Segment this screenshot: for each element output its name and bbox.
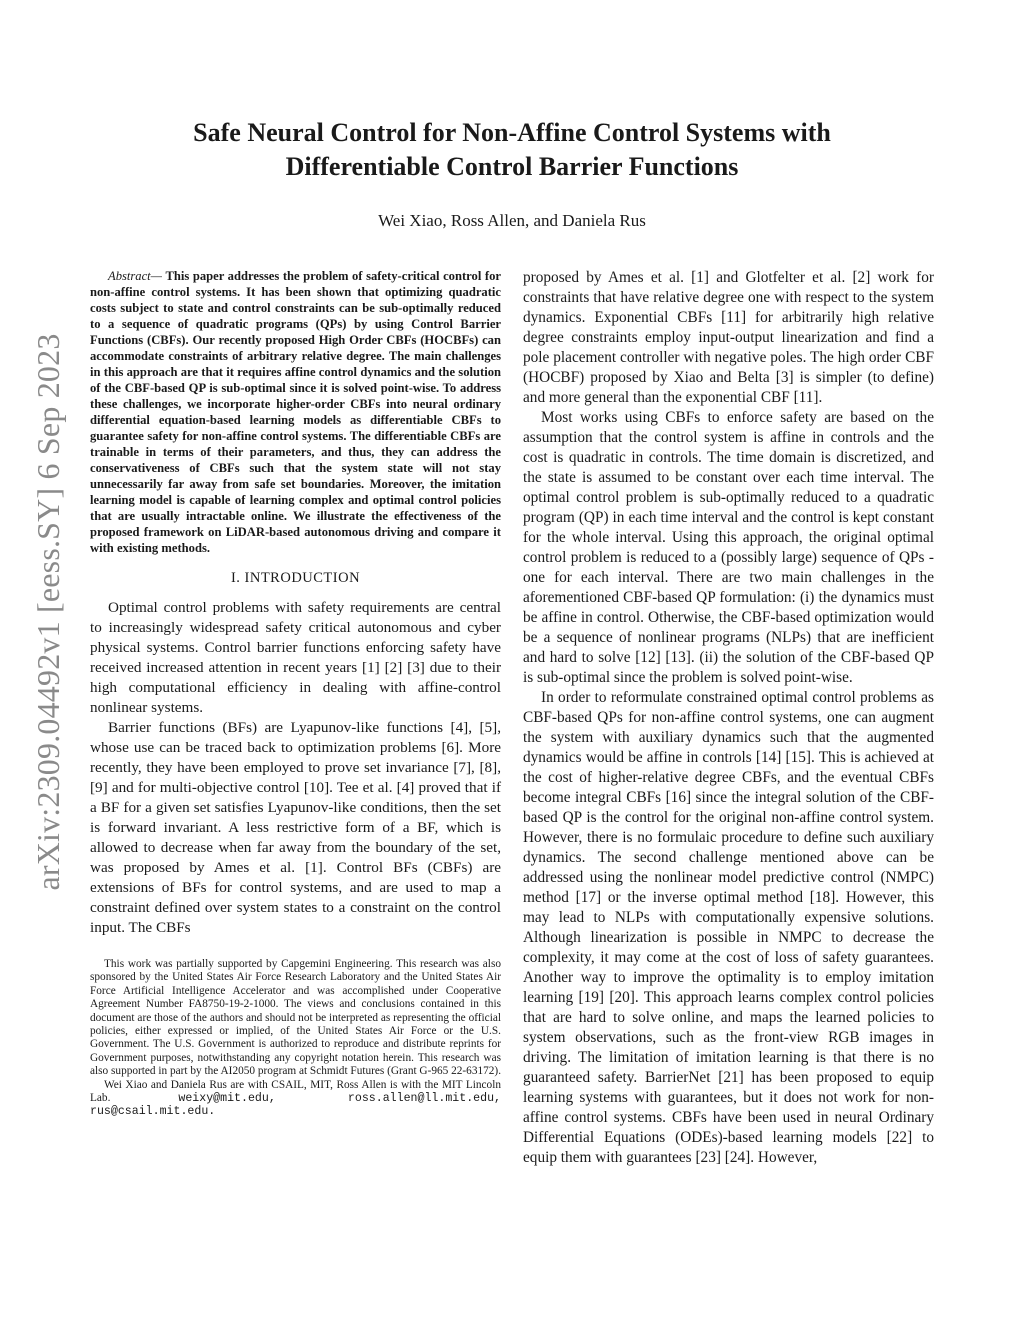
affiliation-text: Wei Xiao and Daniela Rus are with CSAIL, MIT, Ross Allen is with the MIT Lincoln Lab.	[90, 1078, 501, 1105]
left-column	[90, 268, 501, 1119]
abstract-text: This paper addresses the problem of safety-critical control for non-affine control systems. It has been shown that optimizing quadratic costs subject to state and control constraints can be sub-optimally reduced to a sequence of quadratic programs (QPs) by using Control Barrier Functions (CBFs). Our recently proposed High Order CBFs (HOCBFs) can accommodate constraints of arbitrary relative degree. The main challenges in this approach are that it requires affine control dynamics and the solution of the CBF-based QP is sub-optimal since it is solved point-wise. To address these challenges, we incorporate higher-order CBFs into neural ordinary differential equation-based learning models as differentiable CBFs to guarantee safety for non-affine control systems. The differentiable CBFs are trainable in terms of their parameters, and thus, they can address the conservativeness of CBFs such that the system state will not stay unnecessarily far away from safe set boundaries. Moreover, the imitation learning model is capable of learning complex and optimal control policies that are usually intractable online. We illustrate the effectiveness of the proposed framework on LiDAR-based autonomous driving and compare it with existing methods.	[90, 269, 501, 555]
author-emails: weixy@mit.edu, ross.allen@ll.mit.edu, rus@csail.mit.edu.	[90, 1092, 501, 1119]
intro-paragraph-2: Barrier functions (BFs) are Lyapunov-like functions [4], [5], whose use can be traced back to optimization problems [6]. More recently, they have been employed to prove set invariance [7], [8], [9] and for multi-objective control [10]. Tee et al. [4] proved that if a BF for a given set satisfies Lyapunov-like conditions, then the set is forward invariant. A less restrictive form of a BF, which is allowed to decrease when far away from the boundary of the set, was proposed by Ames et al. [1]. Control BFs (CBFs) are extensions of BFs for control systems, and are used to map a constraint defined over system states to a constraint on the control input. The CBFs	[90, 719, 501, 936]
section-heading-introduction: I. INTRODUCTION	[230, 570, 361, 586]
abstract-separator: —	[150, 269, 166, 283]
intro-paragraph-4: Most works using CBFs to enforce safety are based on the assumption that the control system is affine in controls and the cost is quadratic in controls. The time domain is discretized, and the state is assumed to be constant over each time interval. The optimal control problem is sub-optimally reduced to a quadratic program (QP) in each time interval and the control is kept constant for the whole interval. Using this approach, the original optimal control problem is reduced to a (possibly large) sequence of QPs - one for each interval. There are two main challenges in the aforementioned CBF-based QP formulation: (i) the dynamics must be affine in control. Otherwise, the CBF-based optimization would be a sequence of nonlinear programs (NLPs) that are inefficient and hard to solve [12] [13]. (ii) the solution of the CBF-based QP is sub-optimal since the problem is solved point-wise.	[523, 409, 934, 686]
paper-title	[100, 116, 924, 184]
abstract-lead: Abstract	[108, 269, 151, 283]
intro-paragraph-1: Optimal control problems with safety requirements are central to increasingly widespread safety critical autonomous and cyber physical systems. Control barrier functions enforcing safety have received increased attention in recent years [1] [2] [3] due to their high computational efficiency in dealing with affine-control nonlinear systems.	[90, 599, 501, 716]
affiliation-note	[90, 1079, 501, 1119]
abstract	[90, 268, 501, 556]
intro-paragraph-3: proposed by Ames et al. [1] and Glotfelter et al. [2] work for constraints that have relative degree one with respect to the system dynamics. Exponential CBFs [11] for arbitrarily high relative degree constraints employ input-output linearization and find a pole placement controller with negative poles. The high order CBF (HOCBF) proposed by Xiao and Belta [3] is simpler (to define) and more general than the exponential CBF [11].	[523, 269, 934, 406]
right-column	[523, 268, 934, 1168]
intro-paragraph-5: In order to reformulate constrained optimal control problems as CBF-based QPs for non-affine control systems, one can augment the system with auxiliary dynamics such that the augmented dynamics would be affine in controls [14] [15]. This is achieved at the cost of higher-relative degree CBFs, and the eventual CBFs become integral CBFs [16] since the integral solution of the CBF-based QP is the control for the original non-affine control system. However, there is no formulaic procedure to define such auxiliary dynamics. The second challenge mentioned above can be addressed using the nonlinear model predictive control (NMPC) method [17] or the inverse optimal method [18]. However, this may lead to NLPs with computationally expensive solutions. Although linearization is possible in NMPC to decrease the complexity, it may come at the cost of loss of safety guarantees. Another way to improve the optimality is to employ imitation learning [19] [20]. This approach learns complex control policies that are hard to solve online, and maps the learned policies to system observations, such as the front-view RGB images in driving. The limitation of imitation learning is that there is no guaranteed safety. BarrierNet [21] has been proposed to equip learning systems with guarantees, but it does not work for non-affine control systems. CBFs have been used in neural Ordinary Differential Equations (ODEs)-based learning models [22] to equip them with guarantees [23] [24]. However,	[523, 689, 934, 1166]
author-list: Wei Xiao, Ross Allen, and Daniela Rus	[378, 211, 646, 230]
footnote	[90, 958, 501, 1119]
arxiv-side-stamp: arXiv:2309.04492v1 [eess.SY] 6 Sep 2023	[30, 333, 66, 891]
title-line-1: Safe Neural Control for Non-Affine Control Systems with	[193, 118, 831, 147]
title-line-2: Differentiable Control Barrier Functions	[285, 152, 739, 181]
funding-note: This work was partially supported by Capgemini Engineering. This research was also sponsored by the United States Air Force Research Laboratory and the United States Air Force Artificial Intelligence Accelerator and was accomplished under Cooperative Agreement Number FA8750-19-2-1000. The views and conclusions contained in this document are those of the authors and should not be interpreted as representing the official policies, either expressed or implied, of the United States Air Force or the U.S. Government. The U.S. Government is authorized to reproduce and distribute reprints for Government purposes, notwithstanding any copyright notation herein. This research was also supported in part by the AI2050 program at Schmidt Futures (Grant G-965 22-63172).	[90, 958, 502, 1078]
